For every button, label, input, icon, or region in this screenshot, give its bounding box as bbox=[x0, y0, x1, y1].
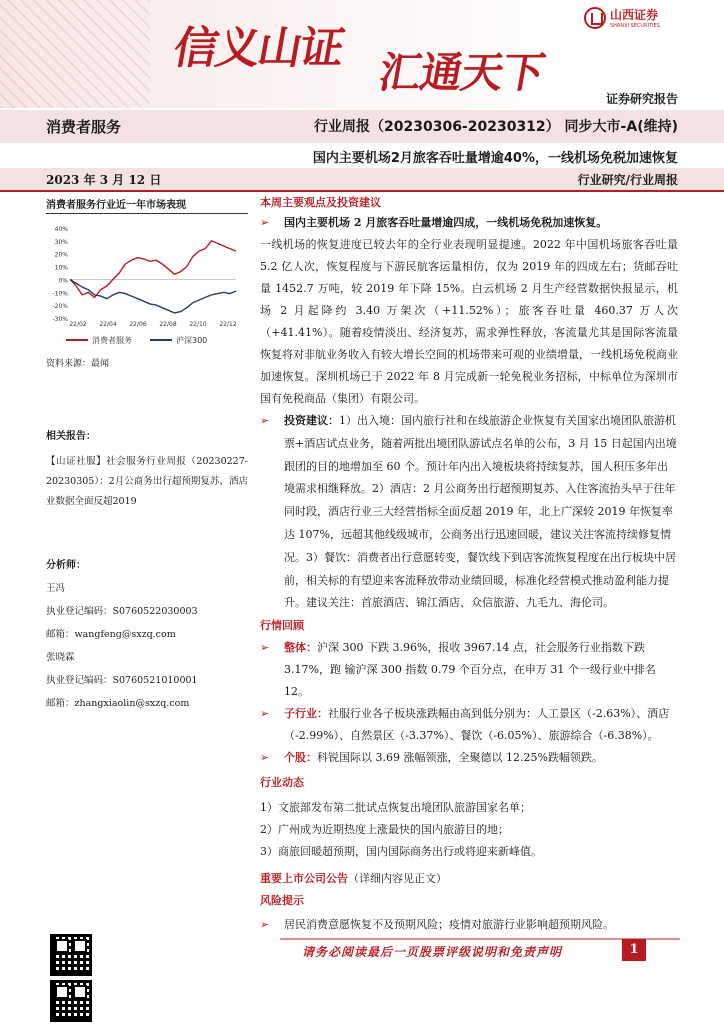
series-line bbox=[70, 241, 236, 298]
weekly-title: 行业周报（20230306-20230312） 同步大市-A(维持) bbox=[314, 119, 678, 135]
x-tick-label: 22/06 bbox=[129, 321, 147, 328]
chart-source: 资料来源：最闻 bbox=[46, 359, 110, 369]
risk-body: 居民消费意愿恢复不及预期风险；疫情对旅游行业影响超预期风险。 bbox=[284, 918, 614, 932]
section-title-risk: 风险提示 bbox=[260, 894, 304, 908]
legend-label: 消费者服务 bbox=[92, 336, 132, 345]
bullet-arrow-icon: ➢ bbox=[260, 707, 270, 721]
x-tick-label: 22/02 bbox=[69, 321, 87, 328]
overall bbox=[260, 637, 678, 703]
x-tick-label: 22/12 bbox=[219, 321, 237, 328]
bullet-arrow-icon: ➢ bbox=[260, 641, 270, 655]
company-logo bbox=[584, 6, 660, 29]
slogan-part1: 信义山证 bbox=[169, 23, 347, 74]
qr-code-icon bbox=[50, 980, 92, 1022]
announcements bbox=[260, 868, 678, 890]
analyst-license: 执业登记编码：S0760522030003 bbox=[46, 606, 198, 617]
header-banner bbox=[0, 0, 724, 108]
y-tick-label: -20% bbox=[52, 303, 68, 311]
slogan-part2: 汇通天下 bbox=[375, 48, 548, 97]
analysts-head: 分析师： bbox=[46, 560, 86, 571]
chart-svg bbox=[46, 218, 248, 348]
sub-label: 子行业： bbox=[284, 707, 328, 721]
x-tick-label: 22/08 bbox=[159, 321, 177, 328]
y-tick-label: 10% bbox=[54, 264, 68, 272]
analyst-name: 王冯 bbox=[46, 583, 66, 594]
risk bbox=[260, 914, 678, 936]
footer-disclaimer: 请务必阅读最后一页股票评级说明和免责声明 bbox=[302, 945, 563, 959]
x-tick-label: 22/10 bbox=[189, 321, 207, 328]
y-tick-label: 40% bbox=[54, 226, 68, 233]
page-number: 1 bbox=[622, 939, 646, 961]
subsector bbox=[260, 703, 678, 747]
related-report[interactable]: 【山证社服】社会服务行业周报（20230227-20230305）：2月公商务出行超预期复苏，酒店业数据全面反超2019 bbox=[46, 456, 248, 507]
footer-divider bbox=[280, 938, 680, 940]
overall-label: 整体： bbox=[284, 641, 317, 655]
trend-item: 2）广州成为近期热度上涨最快的国内旅游目的地； bbox=[260, 823, 509, 837]
legend-label: 沪深300 bbox=[176, 336, 208, 345]
report-type: 证券研究报告 bbox=[605, 92, 678, 106]
announcements-note: （详细内容见正文） bbox=[348, 872, 447, 886]
qr-code-icon bbox=[50, 934, 92, 976]
trend-item: 3）商旅回暖超预期，国内国际商务出行或将迎来新峰值。 bbox=[260, 845, 542, 859]
logo-cn: 山西证券 bbox=[610, 8, 659, 22]
headline: 国内主要机场2月旅客吞吐量增逾40%，一线机场免税加速恢复 bbox=[312, 151, 678, 166]
bullet-arrow-icon: ➢ bbox=[260, 216, 270, 229]
bullet-arrow-icon: ➢ bbox=[260, 414, 270, 427]
analyst-email[interactable]: 邮箱：wangfeng@sxzq.com bbox=[46, 629, 176, 640]
y-tick-label: 30% bbox=[54, 238, 68, 246]
point1-title: ➢ 国内主要机场 2 月旅客吞吐量增逾四成，一线机场免税加速恢复。 bbox=[260, 212, 678, 234]
divider bbox=[0, 190, 724, 192]
analyst-block bbox=[46, 554, 248, 715]
bullet-arrow-icon: ➢ bbox=[260, 751, 270, 765]
sub-body: 社服行业各子板块涨跌幅由高到低分别为：人工景区（-2.63%）、酒店（-2.99%）、自然景区（-3.37%）、餐饮（-6.05%）、旅游综合（-6.38%）。 bbox=[284, 707, 670, 743]
report-date: 2023 年 3 月 12 日 bbox=[46, 173, 162, 187]
trend-item: 1）文旅部发布第二批试点恢复出境团队旅游国家名单； bbox=[260, 801, 531, 815]
analyst-email[interactable]: 邮箱：zhangxiaolin@sxzq.com bbox=[46, 698, 190, 709]
point2 bbox=[260, 410, 678, 615]
section-title-review: 行情回顾 bbox=[260, 619, 304, 633]
y-tick-label: -10% bbox=[52, 290, 68, 298]
section-title-views: 本周主要观点及投资建议 bbox=[260, 196, 381, 209]
stock-label: 个股： bbox=[284, 751, 317, 765]
x-tick-label: 22/04 bbox=[99, 321, 117, 328]
y-tick-label: 0% bbox=[58, 277, 68, 285]
overall-body: 沪深 300 下跌 3.96%，报收 3967.14 点，社会服务行业指数下跌 3.17%，跑 输沪深 300 指数 0.79 个百分点，在申万 31 个一级行业中排名 12。 bbox=[284, 641, 656, 699]
sidebar bbox=[46, 194, 248, 715]
stocks bbox=[260, 747, 678, 769]
analyst-name: 张晓霖 bbox=[46, 652, 75, 663]
logo-en: SHANXI SECURITIES bbox=[610, 23, 660, 29]
banner-pattern bbox=[0, 0, 150, 108]
y-tick-label: -30% bbox=[52, 316, 68, 323]
logo-mark-icon bbox=[584, 7, 606, 29]
performance-chart bbox=[46, 218, 248, 348]
point1-body: 一线机场的恢复进度已较去年的全行业表现明显提速。2022 年中国机场旅客吞吐量 5.2 亿人次，恢复程度与下游民航客运量相仿，仅为 2019 年的四成左右；货邮吞吐量 1452.7 万吨，较 2019 年下降 15%。白云机场 2 月生产经营数据快报显示，机场 2 月起降约 3.40 万架次（+11.52%）；旅客吞吐量 460.37 万人次（+41.41%）。随着疫情淡出、经济复苏，需求弹性释放，客流量尤其是国际客流量恢复将对非航业务收入有较大增长空间的机场带来可观的业绩增量，一线机场免税商业加速恢复。深圳机场已于 2022 年 8 月完成新一轮免税业务招标，中标单位为深圳市国有免税商品（集团）有限公司。 bbox=[260, 238, 678, 405]
report-category: 行业研究/行业周报 bbox=[577, 173, 678, 187]
section-title-trends: 行业动态 bbox=[260, 776, 304, 790]
stock-body: 科锐国际以 3.69 涨幅领涨，全聚德以 12.25%跌幅领跌。 bbox=[317, 751, 603, 765]
bullet-arrow-icon: ➢ bbox=[260, 918, 270, 932]
y-tick-label: 20% bbox=[54, 251, 68, 259]
related-head: 相关报告： bbox=[46, 431, 96, 442]
sector-name: 消费者服务 bbox=[46, 118, 122, 136]
point2-label: 投资建议： bbox=[284, 414, 339, 427]
point2-body: 1）出入境：国内旅行社和在线旅游企业恢复有关国家出境团队旅游机票+酒店试点业务，随着两批出境团队游试点名单的公布，3 月 15 日起国内出境跟团的目的地增加至 60 个。预计年内出入境板块将持续复苏，国人积压多年出境需求相继释放。2）酒店：2 月公商务出行超预期复苏、入住客流抬头早于往年同时段，酒店行业三大经营指标全面反超 2019 年，北上广深较 2019 年恢复率达 107%，远超其他线级城市，公商务出行迅速回暖，建议关注客流持续修复情况。3）餐饮：消费者出行意愿转变，餐饮线下到店客流恢复程度在出行板块中居前，相关标的有望迎来客流释放带动业绩回暖，标准化经营模式推动盈利能力提升。建议关注：首旅酒店、锦江酒店、众信旅游、九毛九、海伦司。 bbox=[284, 414, 677, 610]
chart-title: 消费者服务行业近一年市场表现 bbox=[46, 196, 248, 214]
main-content bbox=[260, 194, 678, 936]
section-title-announcements: 重要上市公司公告 bbox=[260, 872, 348, 886]
analyst-license: 执业登记编码：S0760521010001 bbox=[46, 675, 198, 686]
